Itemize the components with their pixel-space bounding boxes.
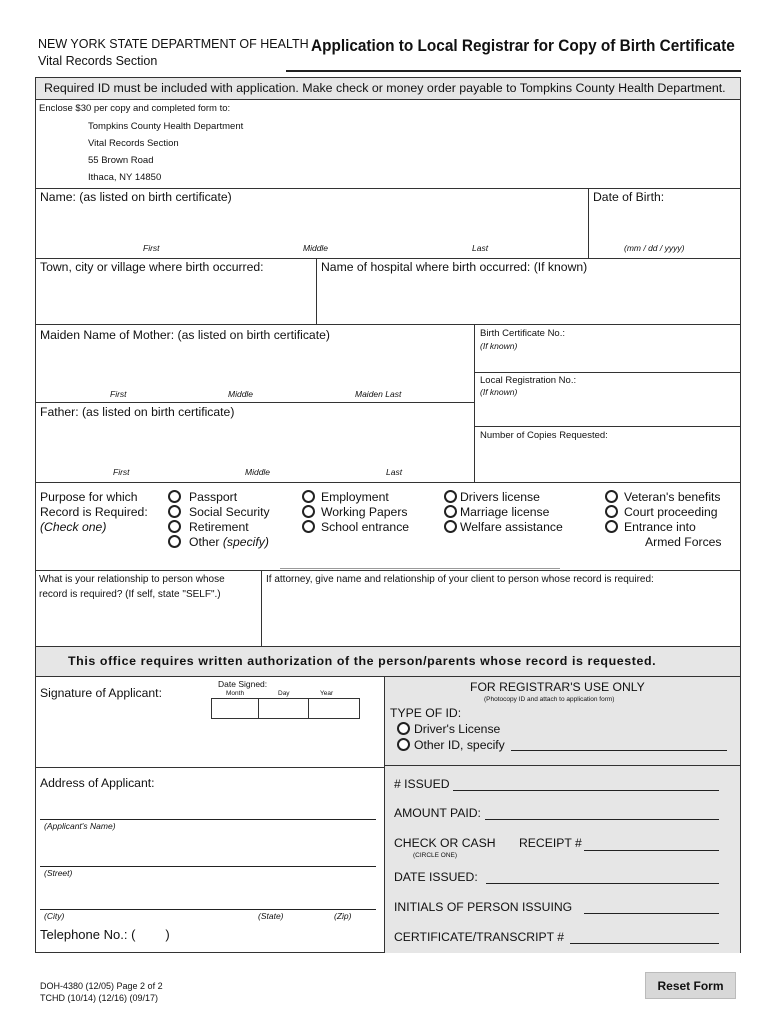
certificate-line[interactable] <box>570 943 719 944</box>
applicant-name-line[interactable] <box>40 819 376 820</box>
amount-paid-label: AMOUNT PAID: <box>394 806 481 820</box>
drivers-license-label: Drivers license <box>460 490 540 504</box>
veterans-benefits-radio[interactable] <box>605 490 618 503</box>
name-label: Name: (as listed on birth certificate) <box>40 190 232 204</box>
check-or-cash-label: CHECK OR CASH <box>394 836 496 850</box>
mother-input[interactable] <box>40 344 470 386</box>
armed-forces-label: Armed Forces <box>645 535 722 549</box>
form-code-revisions: TCHD (10/14) (12/16) (09/17) <box>40 993 159 1003</box>
address-label: Address of Applicant: <box>40 776 155 790</box>
passport-label: Passport <box>189 490 238 504</box>
town-label: Town, city or village where birth occurred: <box>40 260 264 274</box>
agency-name: NEW YORK STATE DEPARTMENT OF HEALTH <box>38 37 309 51</box>
purpose-label: Record is Required: <box>40 505 148 519</box>
notice-text: Required ID must be included with application. Make check or money order payable to Tompkins County Health Department. <box>44 81 726 95</box>
court-proceeding-radio[interactable] <box>605 505 618 518</box>
registrar-title: FOR REGISTRAR'S USE ONLY <box>470 680 645 694</box>
date-issued-line[interactable] <box>486 883 719 884</box>
welfare-assistance-label: Welfare assistance <box>460 520 563 534</box>
father-first-label: First <box>113 467 130 477</box>
relationship-label: What is your relationship to person whose <box>39 574 225 585</box>
passport-radio[interactable] <box>168 490 181 503</box>
issued-label: # ISSUED <box>394 777 450 791</box>
first-label: First <box>143 243 160 253</box>
mother-middle-label: Middle <box>228 389 254 399</box>
attorney-input[interactable] <box>266 590 736 642</box>
employment-radio[interactable] <box>302 490 315 503</box>
last-label: Last <box>472 243 489 253</box>
authorization-text: This office requires written authorization of the person/parents whose record is requested. <box>68 654 657 668</box>
year-input[interactable] <box>309 698 360 719</box>
date-issued-label: DATE ISSUED: <box>394 870 478 884</box>
amount-paid-line[interactable] <box>485 819 719 820</box>
purpose-hint: (Check one) <box>40 520 107 534</box>
school-entrance-radio[interactable] <box>302 520 315 533</box>
year-label: Year <box>320 690 334 697</box>
name-input[interactable] <box>40 206 585 244</box>
court-proceeding-label: Court proceeding <box>624 505 718 519</box>
issued-line[interactable] <box>453 790 719 791</box>
hospital-label: Name of hospital where birth occurred: (If known) <box>321 260 588 274</box>
other-label: Other (specify) <box>189 535 269 549</box>
welfare-assistance-radio[interactable] <box>444 520 457 533</box>
father-middle-label: Middle <box>245 467 271 477</box>
month-label: Month <box>226 690 245 697</box>
other-id-radio[interactable] <box>397 738 410 751</box>
receipt-line[interactable] <box>584 850 719 851</box>
applicant-name-hint: (Applicant's Name) <box>44 821 116 831</box>
marriage-license-label: Marriage license <box>460 505 550 519</box>
marriage-license-radio[interactable] <box>444 505 457 518</box>
circle-one-hint: (CIRCLE ONE) <box>413 852 458 859</box>
signature-label: Signature of Applicant: <box>40 686 162 700</box>
social-security-label: Social Security <box>189 505 270 519</box>
retirement-radio[interactable] <box>168 520 181 533</box>
armed-forces-radio[interactable] <box>605 520 618 533</box>
title-underline <box>286 70 741 72</box>
social-security-radio[interactable] <box>168 505 181 518</box>
local-reg-no-label: Local Registration No.: <box>480 375 577 386</box>
date-signed-label: Date Signed: <box>218 679 268 689</box>
dob-format: (mm / dd / yyyy) <box>624 243 685 253</box>
section-name: Vital Records Section <box>38 54 158 68</box>
other-radio[interactable] <box>168 535 181 548</box>
birth-cert-no-label: Birth Certificate No.: <box>480 328 565 339</box>
father-label: Father: (as listed on birth certificate) <box>40 405 235 419</box>
birth-cert-no-input[interactable] <box>478 355 736 371</box>
local-reg-no-hint: (If known) <box>480 387 518 397</box>
form-code: DOH-4380 (12/05) Page 2 of 2 <box>40 981 163 991</box>
initials-label: INITIALS OF PERSON ISSUING <box>394 900 573 914</box>
day-input[interactable] <box>259 698 309 719</box>
telephone-input[interactable] <box>170 927 370 945</box>
hospital-input[interactable] <box>320 276 736 320</box>
month-input[interactable] <box>211 698 259 719</box>
working-papers-radio[interactable] <box>302 505 315 518</box>
entrance-into-label: Entrance into <box>624 520 696 534</box>
street-hint: (Street) <box>44 868 73 878</box>
city-hint: (City) <box>44 911 65 921</box>
attorney-label: If attorney, give name and relationship of your client to person whose record is required: <box>266 574 654 585</box>
type-of-id-label: TYPE OF ID: <box>390 706 462 720</box>
initials-line[interactable] <box>584 913 719 914</box>
registrar-note: (Photocopy ID and attach to application form) <box>484 696 615 703</box>
mother-first-label: First <box>110 389 127 399</box>
retirement-label: Retirement <box>189 520 249 534</box>
local-reg-no-input[interactable] <box>478 401 736 425</box>
relationship-label: record is required? (If self, state "SELF".) <box>39 589 221 600</box>
drivers-license-radio[interactable] <box>444 490 457 503</box>
address-line: Ithaca, NY 14850 <box>88 172 162 183</box>
drivers-license-id-radio[interactable] <box>397 722 410 735</box>
receipt-label: RECEIPT # <box>519 836 582 850</box>
father-last-label: Last <box>386 467 403 477</box>
address-line: 55 Brown Road <box>88 155 154 166</box>
other-id-line[interactable] <box>511 750 727 751</box>
dob-input[interactable] <box>592 206 737 244</box>
copies-input[interactable] <box>478 446 736 478</box>
city-line[interactable] <box>40 909 376 910</box>
day-label: Day <box>278 690 290 697</box>
other-specify-line[interactable] <box>280 568 560 569</box>
state-hint: (State) <box>258 911 284 921</box>
working-papers-label: Working Papers <box>321 505 408 519</box>
relationship-input[interactable] <box>39 604 257 642</box>
town-input[interactable] <box>40 276 312 320</box>
school-entrance-label: School entrance <box>321 520 410 534</box>
birth-cert-no-hint: (If known) <box>480 341 518 351</box>
middle-label: Middle <box>303 243 329 253</box>
address-line: Vital Records Section <box>88 138 179 149</box>
drivers-license-id-label: Driver's License <box>414 722 501 736</box>
signature-input[interactable] <box>40 702 200 722</box>
certificate-label: CERTIFICATE/TRANSCRIPT # <box>394 930 564 944</box>
purpose-label: Purpose for which <box>40 490 138 504</box>
father-input[interactable] <box>40 422 470 466</box>
reset-form-button[interactable]: Reset Form <box>645 972 736 999</box>
veterans-benefits-label: Veteran's benefits <box>624 490 721 504</box>
mother-label: Maiden Name of Mother: (as listed on birth certificate) <box>40 328 330 342</box>
copies-label: Number of Copies Requested: <box>480 430 608 441</box>
other-id-label: Other ID, specify <box>414 738 505 752</box>
telephone-label: Telephone No.: ( ) <box>40 927 170 942</box>
form-title: Application to Local Registrar for Copy of Birth Certificate <box>311 37 735 55</box>
address-line: Tompkins County Health Department <box>88 121 244 132</box>
mother-last-label: Maiden Last <box>355 389 402 399</box>
street-line[interactable] <box>40 866 376 867</box>
dob-label: Date of Birth: <box>593 190 665 204</box>
zip-hint: (Zip) <box>334 911 352 921</box>
enclose-text: Enclose $30 per copy and completed form to: <box>39 103 231 114</box>
employment-label: Employment <box>321 490 389 504</box>
